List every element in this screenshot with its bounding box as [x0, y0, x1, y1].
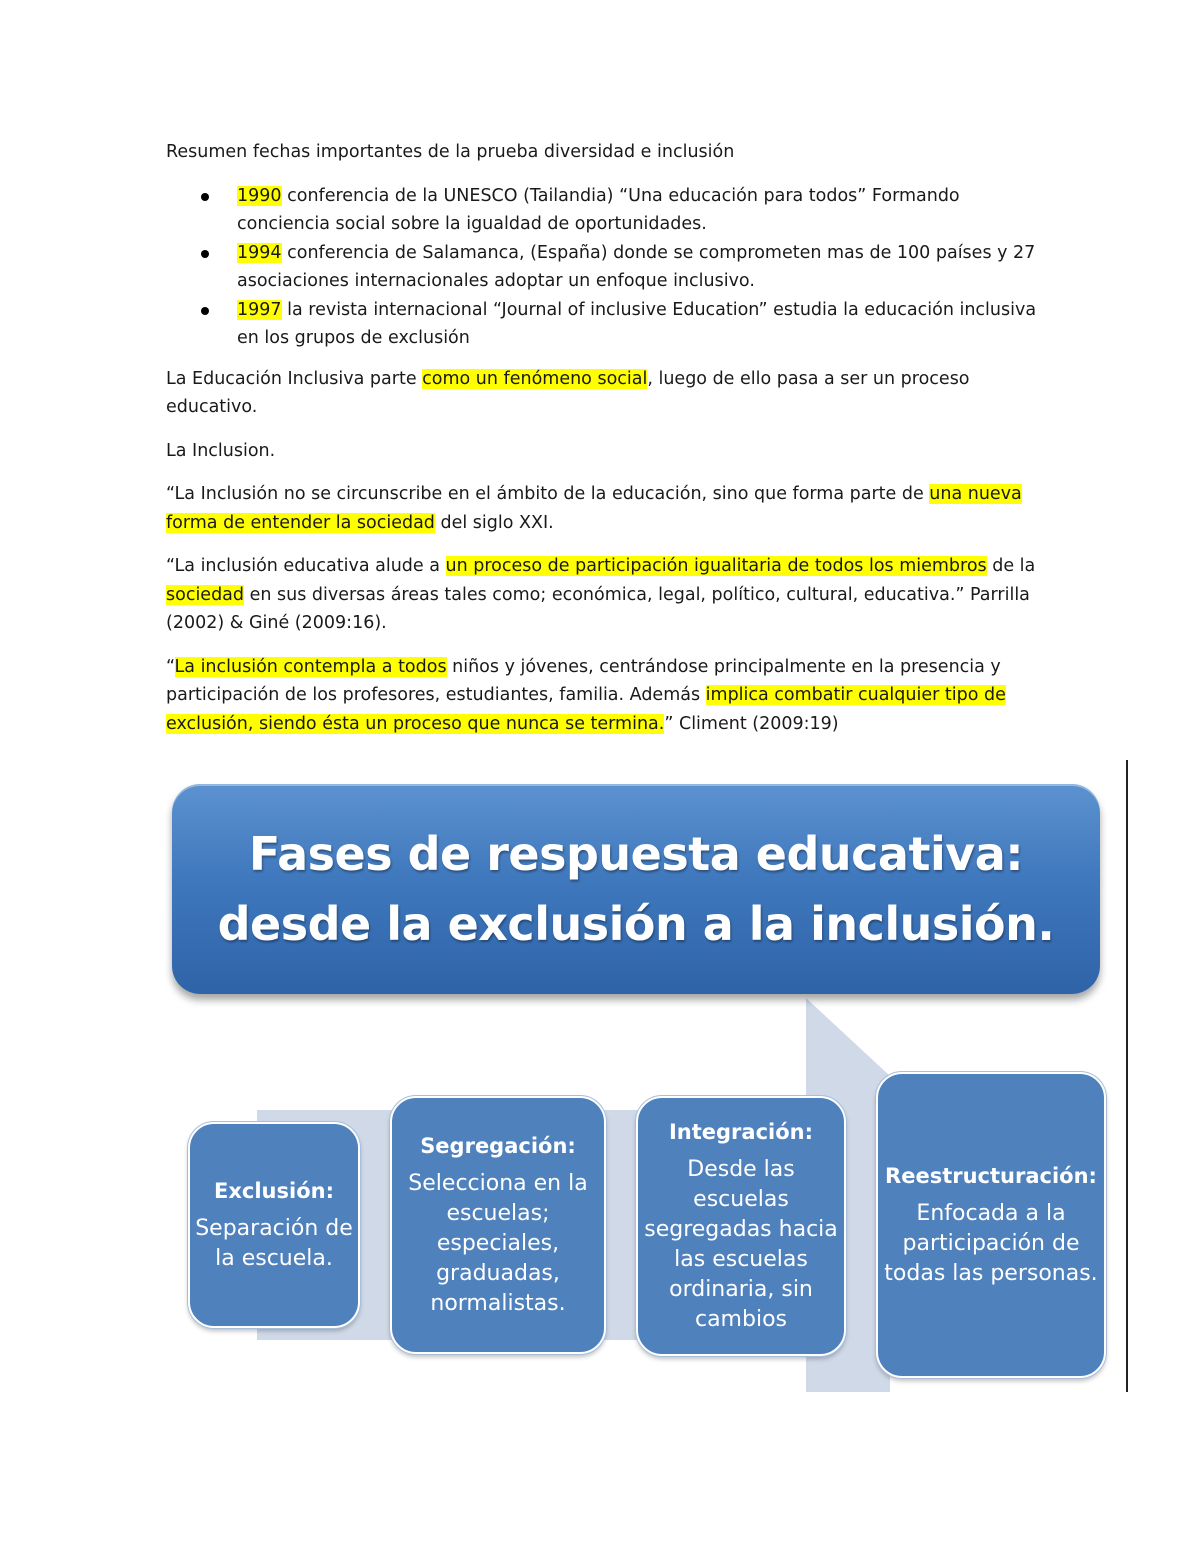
stage-exclusion	[188, 1122, 360, 1328]
stage-heading: Integración:	[668, 1120, 814, 1144]
stage-body: Enfocada a la participación de todas las personas.	[884, 1201, 1098, 1286]
paragraph-inclusion-heading: La Inclusion.	[166, 440, 276, 461]
year-highlight: 1997	[237, 299, 282, 320]
diagram-title-box	[172, 784, 1100, 994]
doc-heading: Resumen fechas importantes de la prueba diversidad e inclusión	[166, 142, 735, 162]
list-item-text: la revista internacional “Journal of inclusive Education” estudia la educación inclusiva en los grupos de exclusión	[237, 299, 1037, 348]
paragraph-inclusive-education: La Educación Inclusiva parte como un fenómeno social, luego de ello pasa a ser un proceso educativo.	[166, 368, 970, 417]
list-item-text: conferencia de Salamanca, (España) donde se comprometen mas de 100 países y 27 asociaciones internacionales adoptar un enfoque inclusivo.	[237, 242, 1036, 291]
diagram-title-line-1: Fases de respuesta educativa:	[248, 827, 1024, 881]
stage-body: Separación de la escuela.	[195, 1216, 353, 1271]
list-item	[166, 239, 1046, 296]
quote-paragraph-3: “La inclusión contempla a todos niños y jóvenes, centrándose principalmente en la presencia y participación de los profesores, estudiantes, familia. Además implica combatir cualquier tipo de exclusión, siendo ésta un proceso que nunca se termina.” Climent (2009:19)	[166, 656, 1006, 734]
list-item	[166, 296, 1046, 353]
vertical-rule	[1126, 760, 1128, 1392]
stage-heading: Segregación:	[420, 1134, 576, 1158]
stage-integration	[636, 1096, 846, 1356]
stage-segregation	[390, 1096, 606, 1354]
quote-paragraph-2: “La inclusión educativa alude a un proceso de participación igualitaria de todos los miembros de la sociedad en sus diversas áreas tales como; económica, legal, político, cultural, educativa.” Parrilla (2002) & Giné (2009:16).	[166, 556, 1036, 633]
diagram-title-line-2: desde la exclusión a la inclusión.	[217, 897, 1055, 951]
list-item-text: conferencia de la UNESCO (Tailandia) “Una educación para todos” Formando conciencia social sobre la igualdad de oportunidades.	[237, 185, 960, 234]
year-highlight: 1990	[237, 185, 282, 206]
stage-restructuring	[876, 1072, 1106, 1378]
phases-diagram	[160, 776, 1115, 1398]
stage-heading: Reestructuración:	[885, 1164, 1097, 1188]
stage-heading: Exclusión:	[214, 1179, 334, 1203]
stage-body: Desde las escuelas segregadas hacia las escuelas ordinaria, sin cambios	[644, 1157, 838, 1332]
stage-body: Selecciona en la escuelas; especiales, graduadas, normalistas.	[408, 1171, 588, 1316]
document-body	[166, 138, 1046, 753]
quote-paragraph-1: “La Inclusión no se circunscribe en el ámbito de la educación, sino que forma parte de una nueva forma de entender la sociedad del siglo XXI.	[166, 484, 1022, 533]
year-highlight: 1994	[237, 242, 282, 263]
dates-list	[166, 182, 1046, 353]
list-item	[166, 182, 1046, 239]
